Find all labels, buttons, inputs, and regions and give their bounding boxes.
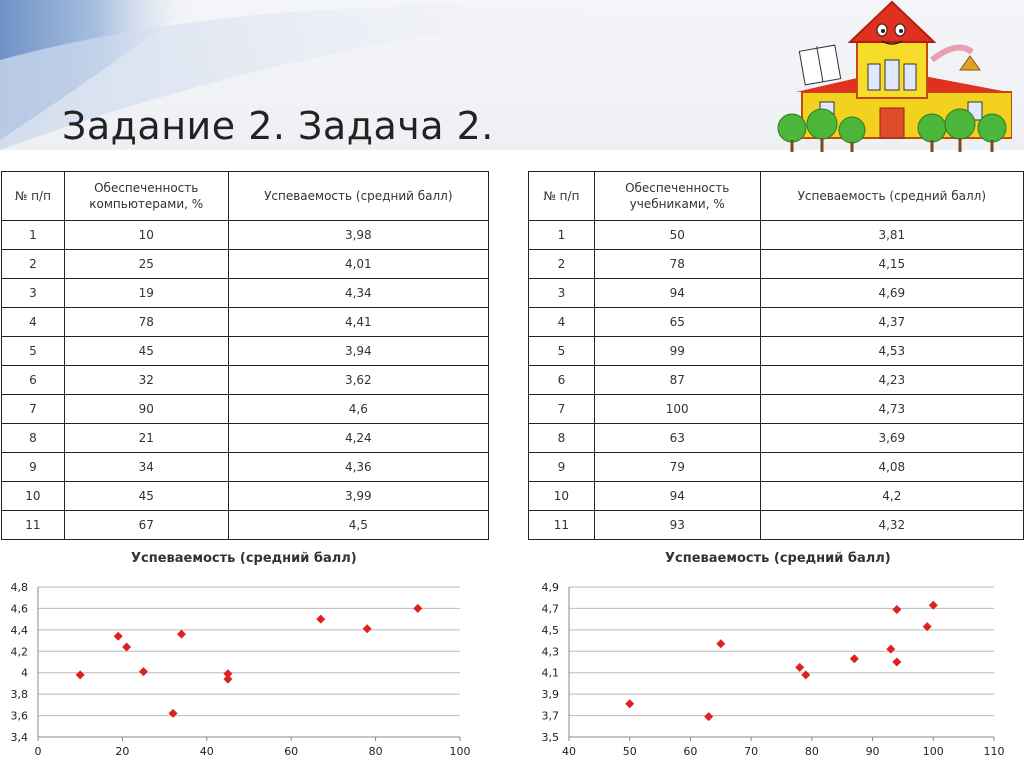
y-tick-label: 3,7 [541, 709, 559, 723]
column-header-provision: Обеспеченность учебниками, % [594, 172, 760, 221]
y-tick-label: 4,3 [541, 645, 559, 659]
x-tick-label: 100 [922, 745, 944, 758]
table-row [529, 221, 1024, 250]
table-row [2, 395, 489, 424]
table-row [529, 453, 1024, 482]
data-point [139, 667, 148, 676]
data-point [76, 670, 85, 679]
y-tick-label: 4,1 [541, 666, 559, 680]
cell-provision: 21 [64, 424, 228, 453]
table-row [2, 424, 489, 453]
data-point [114, 632, 123, 641]
cell-number: 6 [529, 366, 595, 395]
cell-number: 4 [2, 308, 65, 337]
cell-performance: 4,6 [228, 395, 488, 424]
cell-performance: 4,69 [760, 279, 1023, 308]
cell-performance: 4,41 [228, 308, 488, 337]
y-tick-label: 4,2 [10, 645, 28, 659]
column-header-provision: Обеспеченность компьютерами, % [64, 172, 228, 221]
x-tick-label: 110 [983, 745, 1005, 758]
data-point [625, 699, 634, 708]
y-tick-label: 4,7 [541, 602, 559, 616]
cell-performance: 3,98 [228, 221, 488, 250]
cell-provision: 45 [64, 482, 228, 511]
x-tick-label: 90 [865, 745, 880, 758]
data-point [413, 604, 422, 613]
cell-number: 9 [529, 453, 595, 482]
cell-number: 9 [2, 453, 65, 482]
y-tick-label: 4,6 [10, 602, 28, 616]
table-row [2, 482, 489, 511]
cell-provision: 90 [64, 395, 228, 424]
cell-number: 8 [2, 424, 65, 453]
cell-performance: 4,53 [760, 337, 1023, 366]
cell-number: 10 [2, 482, 65, 511]
x-tick-label: 60 [683, 745, 698, 758]
cell-number: 10 [529, 482, 595, 511]
cell-provision: 50 [594, 221, 760, 250]
cell-provision: 25 [64, 250, 228, 279]
cell-performance: 4,5 [228, 511, 488, 540]
table-row [2, 221, 489, 250]
cell-performance: 4,32 [760, 511, 1023, 540]
data-point [795, 663, 804, 672]
y-tick-label: 3,6 [10, 709, 28, 723]
data-point [892, 605, 901, 614]
data-point [122, 643, 131, 652]
cell-number: 6 [2, 366, 65, 395]
y-tick-label: 4,9 [541, 581, 559, 594]
cell-number: 3 [2, 279, 65, 308]
cell-performance: 4,23 [760, 366, 1023, 395]
x-tick-label: 0 [34, 745, 42, 758]
y-tick-label: 3,4 [10, 731, 28, 744]
table-row [2, 366, 489, 395]
x-tick-label: 40 [562, 745, 576, 758]
cell-provision: 10 [64, 221, 228, 250]
table-row [529, 366, 1024, 395]
chart-title-right: Успеваемость (средний балл) [665, 551, 891, 566]
column-header-performance: Успеваемость (средний балл) [228, 172, 488, 221]
cell-performance: 3,69 [760, 424, 1023, 453]
table-row [2, 308, 489, 337]
data-point [704, 712, 713, 721]
x-tick-label: 50 [622, 745, 637, 758]
cell-provision: 32 [64, 366, 228, 395]
y-tick-label: 4,8 [10, 581, 28, 594]
table-row [2, 337, 489, 366]
table-header-row [2, 172, 489, 221]
cell-performance: 4,01 [228, 250, 488, 279]
cell-performance: 3,81 [760, 221, 1023, 250]
cell-performance: 3,94 [228, 337, 488, 366]
table-row [529, 337, 1024, 366]
cell-number: 7 [2, 395, 65, 424]
table-header-row [529, 172, 1024, 221]
cell-performance: 4,15 [760, 250, 1023, 279]
slide-title: Задание 2. Задача 2. [62, 104, 494, 148]
table-row [2, 279, 489, 308]
cell-provision: 87 [594, 366, 760, 395]
cell-performance: 4,24 [228, 424, 488, 453]
school-building-illustration [772, 0, 1012, 160]
table-row [529, 511, 1024, 540]
cell-performance: 4,2 [760, 482, 1023, 511]
cell-performance: 4,34 [228, 279, 488, 308]
cell-provision: 78 [594, 250, 760, 279]
cell-provision: 100 [594, 395, 760, 424]
textbooks-table [528, 171, 1024, 540]
x-tick-label: 80 [368, 745, 383, 758]
table-row [529, 395, 1024, 424]
cell-number: 8 [529, 424, 595, 453]
y-tick-label: 4 [21, 666, 28, 680]
x-tick-label: 70 [744, 745, 759, 758]
cell-number: 1 [529, 221, 595, 250]
data-point [886, 645, 895, 654]
y-tick-label: 4,4 [10, 623, 28, 637]
data-point [316, 615, 325, 624]
cell-number: 11 [2, 511, 65, 540]
cell-number: 11 [529, 511, 595, 540]
data-point [801, 670, 810, 679]
cell-performance: 4,08 [760, 453, 1023, 482]
data-point [223, 669, 232, 678]
cell-provision: 63 [594, 424, 760, 453]
scatter-chart-textbooks [528, 575, 1024, 767]
cell-performance: 3,99 [228, 482, 488, 511]
cell-number: 5 [2, 337, 65, 366]
column-header-performance: Успеваемость (средний балл) [760, 172, 1023, 221]
x-tick-label: 60 [284, 745, 299, 758]
table-row [2, 511, 489, 540]
cell-provision: 19 [64, 279, 228, 308]
cell-number: 7 [529, 395, 595, 424]
table-row [529, 250, 1024, 279]
table-row [529, 308, 1024, 337]
table-row [529, 482, 1024, 511]
cell-provision: 34 [64, 453, 228, 482]
y-tick-label: 3,5 [541, 731, 559, 744]
scatter-chart-computers [0, 575, 500, 767]
table-row [529, 279, 1024, 308]
x-tick-label: 40 [199, 745, 214, 758]
cell-provision: 79 [594, 453, 760, 482]
cell-performance: 4,73 [760, 395, 1023, 424]
data-point [177, 630, 186, 639]
cell-performance: 4,36 [228, 453, 488, 482]
data-point [850, 654, 859, 663]
x-tick-label: 80 [804, 745, 819, 758]
x-tick-label: 20 [115, 745, 130, 758]
column-header-number: № п/п [2, 172, 65, 221]
cell-number: 5 [529, 337, 595, 366]
y-tick-label: 4,5 [541, 623, 559, 637]
table-row [2, 453, 489, 482]
x-tick-label: 100 [449, 745, 471, 758]
cell-number: 4 [529, 308, 595, 337]
table-row [2, 250, 489, 279]
data-point [716, 639, 725, 648]
y-tick-label: 3,8 [10, 688, 28, 702]
y-tick-label: 3,9 [541, 688, 559, 702]
computers-table [1, 171, 489, 540]
cell-number: 2 [2, 250, 65, 279]
cell-provision: 67 [64, 511, 228, 540]
table-row [529, 424, 1024, 453]
cell-provision: 94 [594, 482, 760, 511]
data-point [892, 658, 901, 667]
cell-provision: 94 [594, 279, 760, 308]
data-point [169, 709, 178, 718]
cell-number: 3 [529, 279, 595, 308]
cell-provision: 78 [64, 308, 228, 337]
cell-provision: 45 [64, 337, 228, 366]
cell-number: 1 [2, 221, 65, 250]
data-point [363, 624, 372, 633]
cell-number: 2 [529, 250, 595, 279]
column-header-number: № п/п [529, 172, 595, 221]
chart-title-left: Успеваемость (средний балл) [131, 551, 357, 566]
cell-provision: 65 [594, 308, 760, 337]
cell-provision: 99 [594, 337, 760, 366]
cell-provision: 93 [594, 511, 760, 540]
cell-performance: 3,62 [228, 366, 488, 395]
cell-performance: 4,37 [760, 308, 1023, 337]
